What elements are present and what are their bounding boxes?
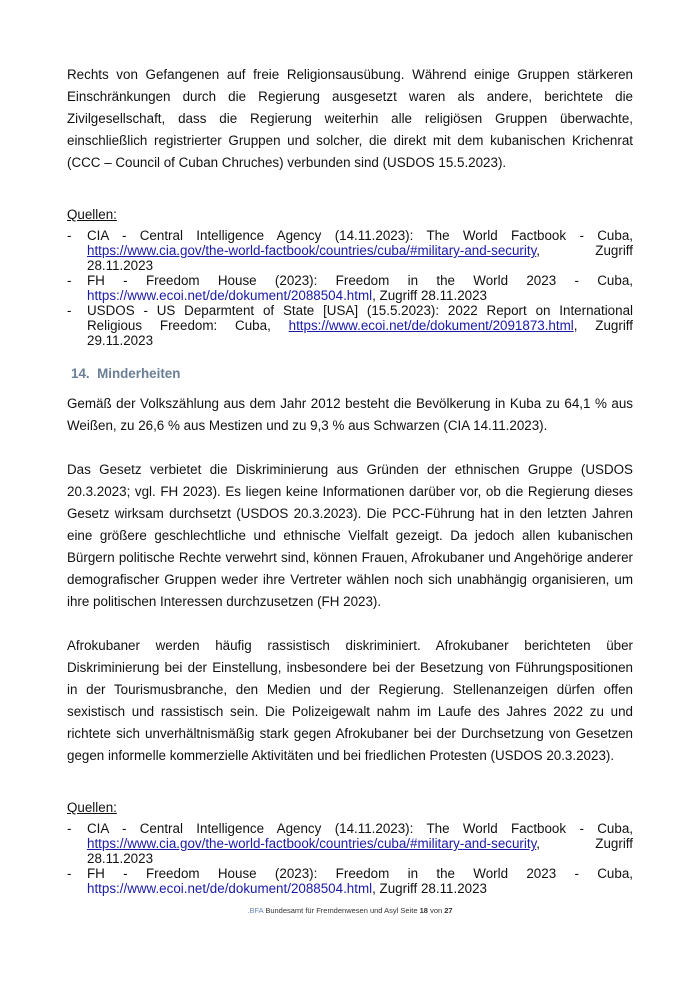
sources-list [67,228,633,348]
bfa-logo: .BFA [247,906,264,915]
section-title: Minderheiten [97,366,181,381]
source-access: , Zugriff 28.11.2023 [372,881,487,896]
source-link[interactable]: https://www.ecoi.net/de/dokument/2091873.html [288,318,574,333]
source-item [67,866,633,896]
source-item [67,821,633,866]
footer-page-label: Seite [400,906,418,915]
source-text: CIA - Central Intelligence Agency (14.11.2023): The World Factbook - Cuba, [87,821,633,836]
sources-label: Quellen: [67,207,117,222]
source-text: CIA - Central Intelligence Agency (14.11.2023): The World Factbook - Cuba, [87,228,633,243]
sources-label: Quellen: [67,800,117,815]
source-access: , Zugriff 29.11.2023 [87,318,633,348]
source-item [67,303,633,348]
source-access: , Zugriff 28.11.2023 [372,288,487,303]
page-total: 27 [444,906,453,915]
footer-of-label: von [430,906,443,915]
source-item [67,273,633,303]
paragraph: Afrokubaner werden häufig rassistisch diskriminiert. Afrokubaner berichteten über Diskriminierung bei der Einstellung, insbesondere bei der Besetzung von Führungspositionen in der Tourismusbranche, den Medien und der Regierung. Stellenanzeigen dürfen offen sexistisch und rassistisch sein. Die Polizeigewalt nahm im Laufe des Jahres 2022 zu und richtete sich unverhältnismäßig stark gegen Afrokubaner bei der Durchsetzung von Gesetzen gegen informelle kommerzielle Aktivitäten und bei friedlichen Protesten (USDOS 20.3.2023). [67,638,633,763]
source-text: FH - Freedom House (2023): Freedom in the World 2023 - Cuba, [87,866,633,881]
source-item [67,228,633,273]
source-access: , Zugriff 28.11.2023 [87,836,633,866]
paragraph: Gemäß der Volkszählung aus dem Jahr 2012 besteht die Bevölkerung in Kuba zu 64,1 % aus Weißen, zu 26,6 % aus Mestizen und zu 9,3 % aus Schwarzen (CIA 14.11.2023). [67,396,633,433]
source-access: , Zugriff 28.11.2023 [87,243,633,273]
sources-list [67,821,633,896]
source-link[interactable]: https://www.ecoi.net/de/dokument/2088504.html [87,288,373,303]
page-number: 18 [419,906,428,915]
footer-org: Bundesamt für Fremdenwesen und Asyl [265,906,399,915]
section-heading [67,365,633,383]
page-footer [0,906,700,915]
source-link[interactable]: https://www.ecoi.net/de/dokument/2088504.html [87,881,373,896]
paragraph: Rechts von Gefangenen auf freie Religionsausübung. Während einige Gruppen stärkeren Einschränkungen durch die Regierung ausgesetzt waren als andere, berichtete die Zivilgesellschaft, dass die Regierung weiterhin alle religiösen Gruppen überwachte, einschließlich registrierter Gruppen und solcher, die direkt mit dem kubanischen Krichenrat (CCC – Council of Cuban Chruches) verbunden sind (USDOS 15.5.2023). [67,67,633,170]
paragraph: Das Gesetz verbietet die Diskriminierung aus Gründen der ethnischen Gruppe (USDOS 20.3.2023; vgl. FH 2023). Es liegen keine Informationen darüber vor, ob die Regierung dieses Gesetz wirksam durchsetzt (USDOS 20.3.2023). Die PCC-Führung hat in den letzten Jahren eine größere geschlechtliche und ethnische Vielfalt gezeigt. Da jedoch allen kubanischen Bürgern politische Rechte verwehrt sind, können Frauen, Afrokubaner und Angehörige anderer demografischer Gruppen weder ihre Vertreter wählen noch sich unabhängig organisieren, um ihre politischen Interessen durchzusetzen (FH 2023). [67,462,633,609]
source-link[interactable]: https://www.cia.gov/the-world-factbook/countries/cuba/#military-and-security [87,836,537,851]
source-text: FH - Freedom House (2023): Freedom in the World 2023 - Cuba, [87,273,633,288]
source-link[interactable]: https://www.cia.gov/the-world-factbook/countries/cuba/#military-and-security [87,243,537,258]
section-number: 14. [71,366,90,381]
page-content [67,64,633,896]
source-text: USDOS - US Deparmtent of State [USA] (15.5.2023): 2022 Report on International Religious Freedom: Cuba, [87,303,633,333]
